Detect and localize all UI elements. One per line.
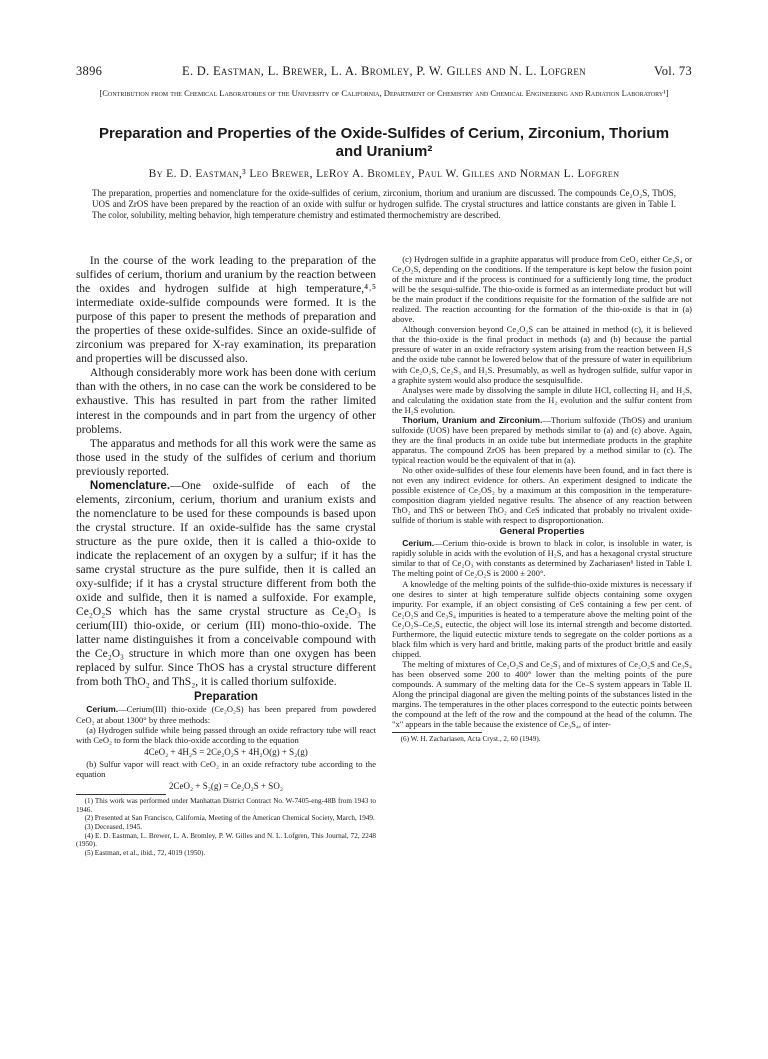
paragraph: Analyses were made by dissolving the sample in dilute HCl, collecting H₂ and H₂S, and calculating the oxidation state from the H₂ evolution and the sulfur content from the H₂S evolution. xyxy=(392,384,692,415)
abstract: The preparation, properties and nomenclature for the oxide-sulfides of cerium, zirconium, thorium and uranium are discussed. The compounds Ce₂O₂S, ThOS, UOS and ZrOS have been prepared by the reaction of an oxide with sulfur or hydrogen sulfide. The crystal structures and lattice constants are given in Table I. The color, solubility, melting behavior, high temperature chemistry and estimated thermochemistry are described. xyxy=(92,188,676,220)
intro-paragraph: In the course of the work leading to the preparation of the sulfides of cerium, thorium and uranium by the reaction between the oxides and hydrogen sulfide at high temperature,⁴˒⁵ intermediate oxide-sulfide compounds were formed. It is the purpose of this paper to present the methods of preparation and the properties of these oxide-sulfides. Since an oxide-sulfide of zirconium was prepared for X-ray examination, its preparation and properties will be discussed also. xyxy=(76,255,376,366)
byline: By E. D. Eastman,³ Leo Brewer, LeRoy A. Bromley, Paul W. Gilles and Norman L. Lofgren xyxy=(148,168,620,180)
running-authors: E. D. Eastman, L. Brewer, L. A. Bromley, P. W. Gilles and N. L. Lofgren xyxy=(182,64,586,78)
run-in-heading: Nomenclature. xyxy=(89,479,171,492)
paragraph: Although considerably more work has been done with cerium than with the others, in no case can the work be considered to be exhaustive. This has resulted in part from the rather limited interest in the compounds and in part from the urgency of other problems. xyxy=(76,367,376,436)
contribution-note: [Contribution from the Chemical Laboratories of the University of California, Department of Chemistry and Chemical Engineering and Radiation Laboratory¹] xyxy=(99,88,669,98)
paragraph-text: —Cerium thio-oxide is brown to black in color, is insoluble in water, is rapidly soluble in acids with the evolution of H₂S, and has a hexagonal crystal structure similar to that of Ce₂O₃ with constants as determined by Zachariasen⁶ listed in Table I. The melting point of Ce₂O₂S is 2000 ± 200°. xyxy=(392,538,692,579)
paragraph: Although conversion beyond Ce₂O₂S can be attained in method (c), it is believed that the thio-oxide is the final product in methods (a) and (b) because the partial pressure of water in an oxide refractory system arising from the reaction between H₂S and the oxide tube cannot be lowered below that of the pressure of water in equilibrium with Ce₂O₂S, Ce₂S₃ and H₂S. Presumably, as well as hydrogen sulfide, sulfur vapor in a graphite system would also produce the sesquisulfide. xyxy=(392,324,692,385)
run-in-heading: Cerium. xyxy=(86,704,119,715)
paragraph-text: —Thorium sulfoxide (ThOS) and uranium sulfoxide (UOS) have been prepared by methods similar to (a) and (c) above. Again, they are the final products in an oxide tube but intermediate products in the graphite apparatus. The compound ZrOS has been prepared by a method similar to (c). The typical reaction would be the equivalent of that in (a). xyxy=(392,414,693,465)
cerium-paragraph xyxy=(76,704,376,724)
paragraph: The apparatus and methods for all this work were the same as those used in the study of the sulfides of cerium and thorium previously reported. xyxy=(76,437,376,478)
running-header xyxy=(76,64,692,80)
equation-1: 4CeO₂ + 4H₂S = 2Ce₂O₂S + 4H₂O(g) + S₂(g) xyxy=(144,746,308,757)
footnote: (6) W. H. Zachariasen, Acta Cryst., 2, 60 (1949). xyxy=(400,735,541,744)
cerium-properties-paragraph xyxy=(392,538,692,578)
method-b: (b) Sulfur vapor will react with CeO₂ in an oxide refractory tube according to the equation xyxy=(76,758,376,779)
method-a: (a) Hydrogen sulfide while being passed through an oxide refractory tube will react with CeO₂ to form the black thio-oxide according to the equation xyxy=(76,724,376,745)
paragraph-text: —Cerium(III) thio-oxide (Ce₂O₂S) has been prepared from powdered CeO₂ at about 1300° by three methods: xyxy=(76,704,376,725)
footnote: (3) Deceased, 1945. xyxy=(84,822,143,831)
paragraph: The melting of mixtures of Ce₂O₂S and Ce₂S₃ and of mixtures of Ce₂O₂S and Ce₃S₄ has been observed some 200 to 400° lower than the melting points of the pure compounds. A summary of the melting data for the Ce–S system appears in Table II. Along the principal diagonal are given the melting points of the substances listed in the margins. The temperatures in the other places correspond to the eutectic points between the compound at the left of the row and the compound at the head of the column. The "x" appears in the table because the existence of Ce₃S₄, of inter- xyxy=(392,658,692,730)
run-in-heading: Thorium, Uranium and Zirconium. xyxy=(402,414,543,425)
thorium-paragraph xyxy=(392,415,692,465)
equation-2: 2CeO₂ + S₂(g) = Ce₂O₂S + SO₂ xyxy=(169,780,283,791)
paragraph: A knowledge of the melting points of the sulfide-thio-oxide mixtures is necessary if one desires to sinter at high temperature sulfide objects containing some oxygen impurity. For example, if an object consisting of CeS containing a few per cent. of Ce₂O₂S and Ce₃S₄ impurities is heated to a temperature above the melting point of the Ce₂O₂S–Ce₃S₄ eutectic, the object will lose its internal strength and become distorted. Furthermore, the liquid eutectic mixture tends to segregate on the colder portions as a black film which is very hard and brittle, making parts of the product brittle and easily chipped. xyxy=(392,578,692,659)
nomenclature-paragraph xyxy=(76,479,376,690)
footnote: (1) This work was performed under Manhattan District Contract No. W-7405-eng-48B from 1943 to 1946. xyxy=(76,796,376,814)
footnote: (2) Presented at San Francisco, California, Meeting of the American Chemical Society, March, 1949. xyxy=(84,814,375,823)
footnote: (5) Eastman, et al., ibid., 72, 4019 (1950). xyxy=(84,849,206,858)
section-heading-general-properties: General Properties xyxy=(499,526,585,538)
left-column xyxy=(76,254,376,858)
paragraph: No other oxide-sulfides of these four elements have been found, and in fact there is not even any indirect evidence for others. An experiment designed to indicate the possible existence of Ce₂OS₂ by a maximum at this composition in the temperature-composition diagram yielded negative results. The absence of any reaction between ThO₂ and ThS or between ThO₂ and CeS indicated that probably no trivalent oxide-sulfide of thorium is stable with respect to disproportionation. xyxy=(392,464,692,526)
right-column xyxy=(392,254,692,744)
run-in-heading: Cerium. xyxy=(402,538,435,549)
volume-label: Vol. 73 xyxy=(654,64,692,78)
section-heading-preparation: Preparation xyxy=(194,691,258,704)
footnote-rule xyxy=(76,794,166,795)
paragraph-text: —One oxide-sulfide of each of the elements, zirconium, cerium, thorium and uranium exists and the nomenclature to be used for these compounds is based upon the crystal structure. If an oxide-sulfide has the same crystal structure as the pure oxide, then it is called a thio-oxide to indicate the replacement of an oxygen by a sulfur; if it has the same crystal structure as the pure sulfide, then it is called an oxy-sulfide; if it has a crystal structure different from both the oxide and sulfide, then it is named a sulfoxide. For example, Ce₂O₂S which has the same crystal structure as Ce₂O₃ is cerium(III) thio-oxide, or cerium (III) mono-thio-oxide. The latter name distinguishes it from a conceivable compound with the Ce₂O₃ structure in which more than one oxygen has been replaced by sulfur. Since ThOS has a crystal structure different from both ThO₂ and ThS₂, it is called thorium sulfoxide. xyxy=(76,479,376,689)
page-number: 3896 xyxy=(76,64,103,78)
footnote-rule xyxy=(392,732,482,733)
method-c: (c) Hydrogen sulfide in a graphite apparatus will produce from CeO₂ either Ce₃S₄ or Ce₂O₂S, depending on the conditions. If the temperature is kept below the fusion point of the mixture and if the process is continued for a sufficiently long time, the product will be the sesqui-sulfide. The thio-oxide is formed as an intermediate product but will be the main product if the conditions requisite for the formation of the sulfide are not realized. The reaction accounting for the formation of the thio-oxide is that in (a) above. xyxy=(392,254,692,325)
footnote: (4) E. D. Eastman, L. Brewer, L. A. Bromley, P. W. Gilles and N. L. Lofgren, This Journal, 72, 2248 (1950). xyxy=(76,831,376,849)
article-title: Preparation and Properties of the Oxide-Sulfides of Cerium, Zirconium, Thorium and Uranium² xyxy=(98,125,670,160)
